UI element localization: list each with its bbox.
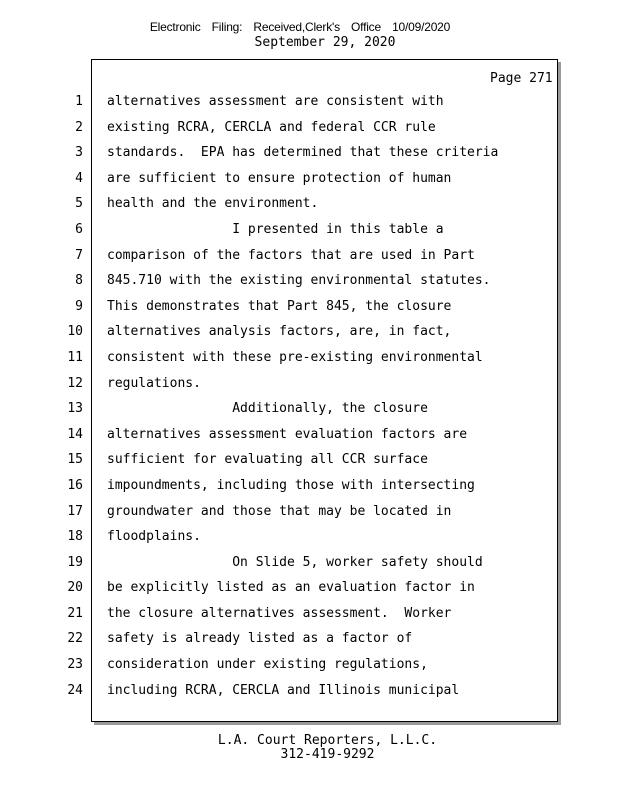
- line-text: alternatives analysis factors, are, in fact,: [107, 324, 452, 340]
- line-number: 8: [75, 273, 83, 289]
- line-text: be explicitly listed as an evaluation factor in: [107, 580, 475, 596]
- line-text: comparison of the factors that are used in Part: [107, 247, 475, 263]
- line-number: 9: [75, 298, 83, 314]
- line-text: floodplains.: [107, 529, 201, 545]
- page-number: Page 271: [490, 71, 553, 86]
- line-text: alternatives assessment evaluation factors are: [107, 426, 468, 442]
- line-text: are sufficient to ensure protection of human: [107, 170, 452, 186]
- line-text: standards. EPA has determined that these criteria: [107, 145, 499, 161]
- transcript-line: [0, 166, 618, 192]
- transcript-date: September 29, 2020: [254, 35, 396, 50]
- transcript-line: [0, 319, 618, 345]
- line-number: 10: [67, 324, 83, 340]
- transcript-line: [0, 371, 618, 397]
- line-text: This demonstrates that Part 845, the closure: [107, 298, 452, 314]
- line-number: 24: [67, 682, 83, 698]
- transcript-line: [0, 447, 618, 473]
- line-text: including RCRA, CERCLA and Illinois municipal: [107, 682, 460, 698]
- reporter-phone: 312-419-9292: [280, 747, 375, 762]
- line-text: impoundments, including those with intersecting: [107, 477, 475, 493]
- line-text: the closure alternatives assessment. Worker: [107, 605, 452, 621]
- line-number: 20: [67, 580, 83, 596]
- transcript-line: [0, 217, 618, 243]
- line-number: 5: [75, 196, 83, 212]
- transcript-line: [0, 575, 618, 601]
- transcript-line: [0, 89, 618, 115]
- line-number: 17: [67, 503, 83, 519]
- line-number: 19: [67, 554, 83, 570]
- line-number: 14: [67, 426, 83, 442]
- line-text: 845.710 with the existing environmental statutes.: [107, 273, 491, 289]
- line-text: safety is already listed as a factor of: [107, 631, 413, 647]
- line-text: Additionally, the closure: [107, 401, 428, 417]
- line-text: alternatives assessment are consistent with: [107, 94, 444, 109]
- transcript-line: [0, 550, 618, 576]
- line-number: 21: [67, 605, 83, 621]
- transcript-lines: [0, 89, 618, 703]
- line-text: health and the environment.: [107, 196, 319, 212]
- line-number: 3: [75, 145, 83, 161]
- line-text: existing RCRA, CERCLA and federal CCR rule: [107, 119, 436, 135]
- transcript-line: [0, 652, 618, 678]
- transcript-line: [0, 601, 618, 627]
- transcript-line: [0, 524, 618, 550]
- transcript-line: [0, 499, 618, 525]
- transcript-line: [0, 396, 618, 422]
- transcript-line: [0, 243, 618, 269]
- line-text: On Slide 5, worker safety should: [107, 554, 483, 570]
- line-text: sufficient for evaluating all CCR surface: [107, 452, 428, 468]
- line-number: 11: [67, 349, 83, 365]
- line-number: 1: [75, 94, 83, 109]
- line-text: regulations.: [107, 375, 201, 391]
- filing-stamp: Electronic Filing: Received,Clerk's Office 10/09/2020: [149, 20, 451, 34]
- line-text: groundwater and those that may be located in: [107, 503, 452, 519]
- line-number: 16: [67, 477, 83, 493]
- transcript-line: [0, 422, 618, 448]
- transcript-line: [0, 294, 618, 320]
- transcript-line: [0, 140, 618, 166]
- reporter-company: L.A. Court Reporters, L.L.C.: [217, 733, 438, 748]
- transcript-line: [0, 473, 618, 499]
- line-text: consideration under existing regulations,: [107, 657, 428, 673]
- transcript-line: [0, 268, 618, 294]
- line-number: 7: [75, 247, 83, 263]
- line-text: I presented in this table a: [107, 221, 444, 237]
- line-number: 4: [75, 170, 83, 186]
- transcript-line: [0, 191, 618, 217]
- transcript-line: [0, 115, 618, 141]
- transcript-line: [0, 626, 618, 652]
- line-number: 6: [75, 221, 83, 237]
- line-number: 13: [67, 401, 83, 417]
- line-number: 22: [67, 631, 83, 647]
- line-number: 15: [67, 452, 83, 468]
- line-number: 2: [75, 119, 83, 135]
- line-text: consistent with these pre-existing environmental: [107, 349, 483, 365]
- line-number: 18: [67, 529, 83, 545]
- transcript-line: [0, 345, 618, 371]
- line-number: 23: [67, 657, 83, 673]
- transcript-line: [0, 678, 618, 704]
- line-number: 12: [67, 375, 83, 391]
